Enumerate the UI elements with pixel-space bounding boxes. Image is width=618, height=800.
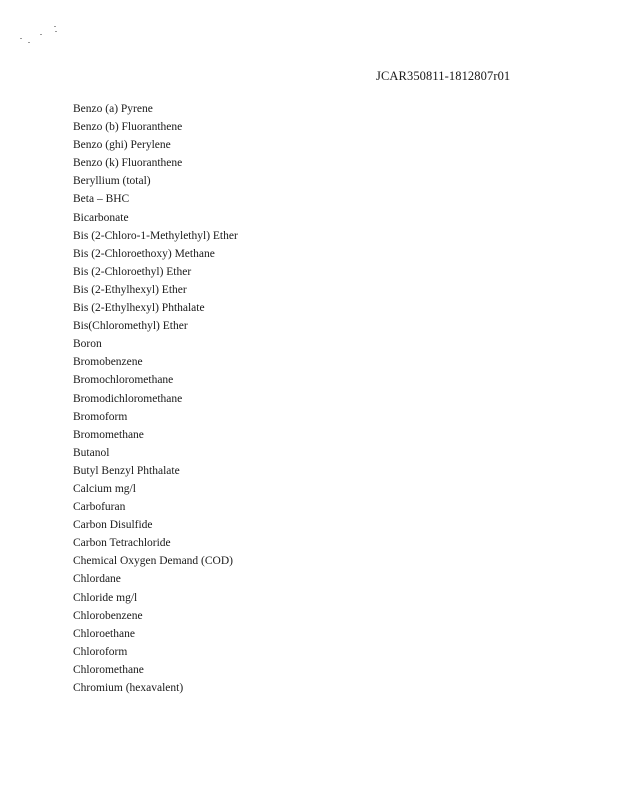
list-item: Bicarbonate <box>73 211 129 224</box>
list-item: Bis(Chloromethyl) Ether <box>73 320 188 333</box>
list-item: Beta – BHC <box>73 193 130 206</box>
list-item: Bis (2-Ethylhexyl) Ether <box>73 283 187 296</box>
list-item: Chloromethane <box>73 663 144 676</box>
list-item: Bis (2-Chloroethoxy) Methane <box>73 247 215 260</box>
list-item: Butanol <box>73 446 110 459</box>
list-item: Butyl Benzyl Phthalate <box>73 464 180 477</box>
list-item: Bromomethane <box>73 428 144 441</box>
list-item: Carbofuran <box>73 501 126 514</box>
list-item: Benzo (k) Fluoranthene <box>73 157 183 170</box>
list-item: Chlordane <box>73 573 121 586</box>
list-item: Chemical Oxygen Demand (COD) <box>73 555 234 568</box>
list-item: Carbon Tetrachloride <box>73 537 171 550</box>
document-id: JCAR350811-1812807r01 <box>376 69 511 83</box>
list-item: Calcium mg/l <box>73 482 136 495</box>
list-item: Boron <box>73 338 102 351</box>
list-item: Benzo (ghi) Perylene <box>73 139 171 152</box>
list-item: Bromoform <box>73 410 128 423</box>
list-item: Chlorobenzene <box>73 609 143 622</box>
list-item: Benzo (b) Fluoranthene <box>73 121 183 134</box>
constituent-list <box>73 100 238 697</box>
list-item: Bromochloromethane <box>73 374 174 387</box>
list-item: Bis (2-Chloro-1-Methylethyl) Ether <box>73 229 238 242</box>
list-item: Chloride mg/l <box>73 591 138 604</box>
list-item: Chloroethane <box>73 627 135 640</box>
list-item: Bis (2-Chloroethyl) Ether <box>73 265 192 278</box>
list-item: Benzo (a) Pyrene <box>73 103 153 115</box>
list-item: Beryllium (total) <box>73 175 151 188</box>
scan-artifact-marks <box>16 24 66 48</box>
list-item: Bromobenzene <box>73 356 143 369</box>
list-item: Chloroform <box>73 645 128 658</box>
list-item: Carbon Disulfide <box>73 519 153 532</box>
list-item: Bromodichloromethane <box>73 392 183 405</box>
list-item: Bis (2-Ethylhexyl) Phthalate <box>73 302 205 315</box>
list-item: Chromium (hexavalent) <box>73 682 184 694</box>
